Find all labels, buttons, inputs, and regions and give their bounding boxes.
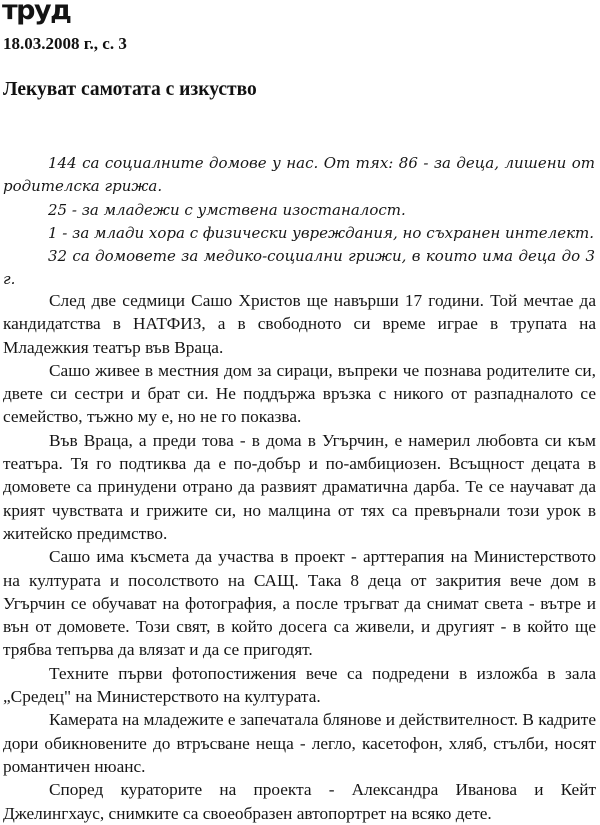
paragraph: Техните първи фотопостижения вече са подредени в изложба в зала „Средец" на Министерството на културата. [3, 663, 596, 707]
stat-line: 1 - за млади хора с физически увреждания, но съхранен интелект. [48, 223, 595, 242]
paragraph: Камерата на младежите е запечатала блянове и действителност. В кадрите дори обикновените до втръсване неща - легло, касетофон, хляб, стълби, носят романтичен нюанс. [3, 710, 596, 776]
newspaper-logo: труд [2, 0, 71, 26]
paragraph: След две седмици Сашо Христов ще навърши 17 години. Той мечтае да кандидатства в НАТФИЗ, а в свободното си време играе в трупата на Младежкия театър във Враца. [3, 291, 596, 357]
publication-date: 18.03.2008 г., с. 3 [3, 34, 127, 53]
article-headline: Лекуват самотата с изкуство [3, 79, 257, 100]
paragraph: Във Враца, а преди това - в дома в Угърчин, е намерил любовта си към театъра. Тя го подтиква да е по-добър и по-амбициозен. Всъщност децата в домовете са принудени отрано да развият драматична дарба. Те се научават да крият чувствата и грижите си, но малцина от тях са превърнали този урок в житейско предимство. [3, 430, 596, 543]
paragraph: Сашо има късмета да участва в проект - арттерапия на Министерството на културата и посолството на САЩ. Така 8 деца от закрития вече дом в Угърчин се обучават на фотография, а после тръгват да снимат света - вътре и вън от домовете. Този свят, в който досега са живели, и другият - в който ще трябва тепърва да влязат и да се пригодят. [3, 547, 596, 660]
statistics-block [3, 152, 595, 292]
stat-line: 32 са домовете за медико-социални грижи, в които има деца до 3 г. [3, 247, 595, 289]
article-body [3, 289, 596, 825]
paragraph: Според кураторите на проекта - Александра Иванова и Кейт Джелингхаус, снимките са своеобразен автопортрет на всяко дете. [3, 780, 596, 823]
stat-line: 144 са социалните домове у нас. От тях: 86 - за деца, лишени от родителска грижа. [3, 154, 595, 196]
paragraph: Сашо живее в местния дом за сираци, въпреки че познава родителите си, двете си сестри и брат си. Не поддържа връзка с никого от разпадналото се семейство, тъжно му е, но не го показва. [3, 360, 596, 427]
stat-line: 25 - за младежи с умствена изостаналост. [48, 200, 406, 219]
